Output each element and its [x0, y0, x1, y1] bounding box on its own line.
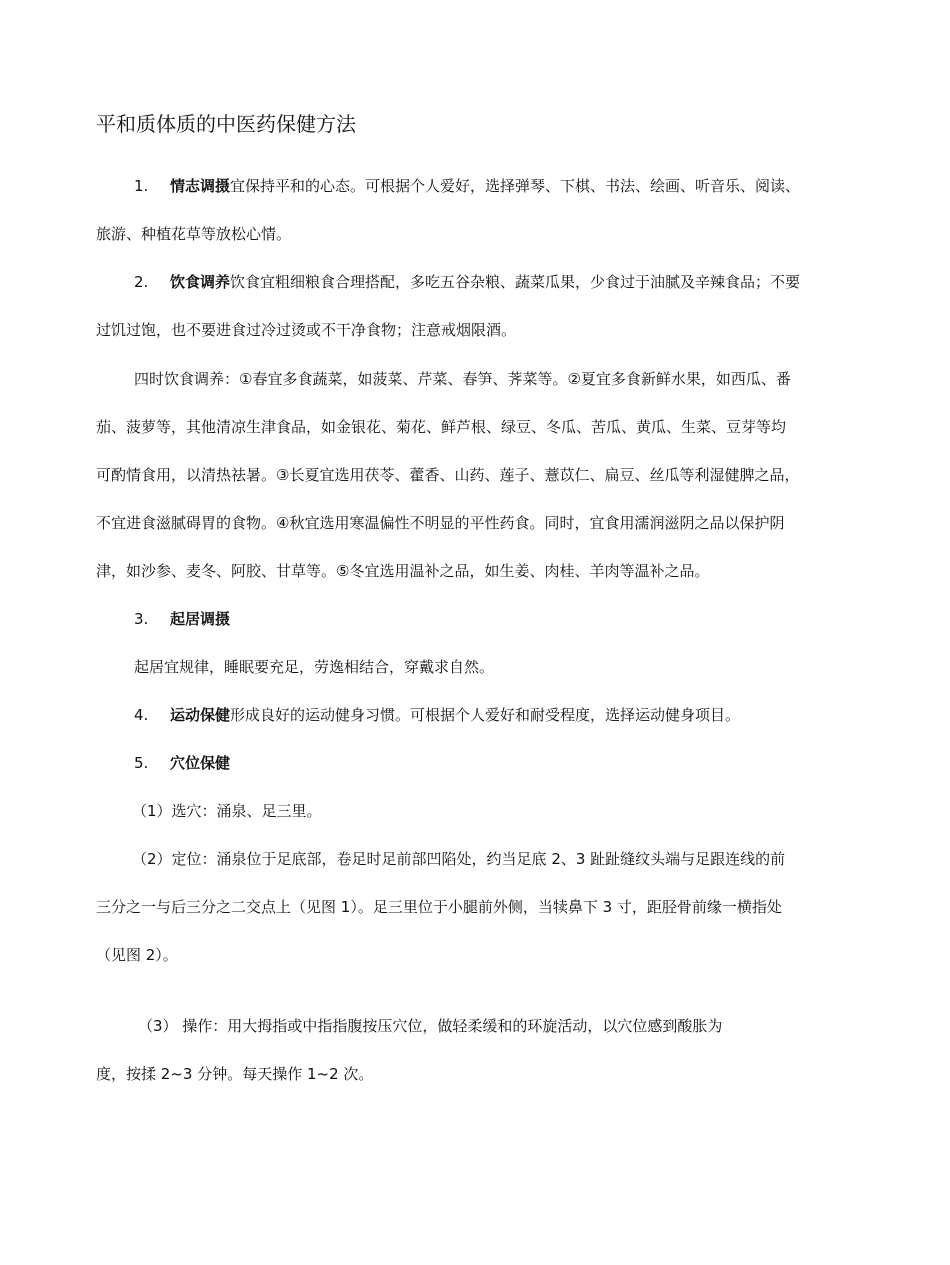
- section-5-title: [96, 739, 914, 787]
- seasons-line-5: 津，如沙参、麦冬、阿胶、甘草等。⑤冬宜选用温补之品，如生姜、肉桂、羊肉等温补之品。: [96, 562, 710, 580]
- page-title: 平和质体质的中医药保健方法: [96, 112, 356, 136]
- section-2-text: 饮食宜粗细粮食合理搭配，多吃五谷杂粮、蔬菜瓜果，少食过于油腻及辛辣食品；不要: [230, 273, 801, 291]
- section-1-text: 宜保持平和的心态。可根据个人爱好，选择弹琴、下棋、书法、绘画、听音乐、阅读、: [230, 177, 801, 195]
- section-3-heading: 起居调摄: [170, 610, 231, 628]
- section-1-line-1: [96, 162, 914, 210]
- section-3-body: 起居宜规律，睡眠要充足，劳逸相结合，穿戴求自然。: [134, 658, 495, 676]
- section-1-heading: 情志调摄: [170, 177, 231, 195]
- seasons-line-2: 茄、菠萝等，其他清凉生津食品，如金银花、菊花、鲜芦根、绿豆、冬瓜、苦瓜、黄瓜、生菜、豆芽等均: [96, 418, 787, 436]
- seasons-line-4: 不宜进食滋腻碍胃的食物。④秋宜选用寒温偏性不明显的平性药食。同时，宜食用濡润滋阴之品以保护阴: [96, 514, 785, 532]
- section-5-point-2-line-2: 三分之一与后三分之二交点上（见图 1）。足三里位于小腿前外侧，当犊鼻下 3 寸，距胫骨前缘一横指处: [96, 898, 782, 916]
- seasons-line-3: 可酌情食用，以清热祛暑。③长夏宜选用茯苓、藿香、山药、莲子、薏苡仁、扁豆、丝瓜等利湿健脾之品，: [96, 466, 800, 484]
- section-3-title: [96, 595, 914, 643]
- section-4-heading: 运动保健: [170, 706, 231, 724]
- seasons-line-1: 四时饮食调养：①春宜多食蔬菜，如菠菜、芹菜、春笋、荠菜等。②夏宜多食新鲜水果，如西瓜、番: [134, 370, 791, 388]
- section-2-heading: 饮食调养: [170, 273, 231, 291]
- section-5-heading: 穴位保健: [170, 754, 231, 772]
- section-5-point-3-line-2: 度，按揉 2~3 分钟。每天操作 1~2 次。: [96, 1065, 374, 1083]
- section-1-line-2: 旅游、种植花草等放松心情。: [96, 225, 292, 243]
- section-4-line-1: [96, 691, 914, 739]
- section-5-point-2-line-3: （见图 2）。: [96, 946, 178, 964]
- section-2-line-2: 过饥过饱，也不要进食过冷过烫或不干净食物；注意戒烟限酒。: [96, 321, 517, 339]
- section-5-point-1: （1）选穴：涌泉、足三里。: [132, 802, 322, 820]
- section-2-line-1: [96, 258, 914, 306]
- section-3-number: 3.: [134, 610, 149, 628]
- section-5-point-3-line-1: （3） 操作：用大拇指或中指指腹按压穴位，做轻柔缓和的环旋活动，以穴位感到酸胀为: [138, 1017, 723, 1035]
- section-1-number: 1.: [134, 177, 149, 195]
- section-5-point-2-line-1: （2）定位：涌泉位于足底部，卷足时足前部凹陷处，约当足底 2、3 趾趾缝纹头端与足跟连线的前: [132, 850, 786, 868]
- section-4-number: 4.: [134, 706, 149, 724]
- section-4-text: 形成良好的运动健身习惯。可根据个人爱好和耐受程度，选择运动健身项目。: [230, 706, 741, 724]
- section-2-number: 2.: [134, 273, 149, 291]
- section-5-number: 5.: [134, 754, 149, 772]
